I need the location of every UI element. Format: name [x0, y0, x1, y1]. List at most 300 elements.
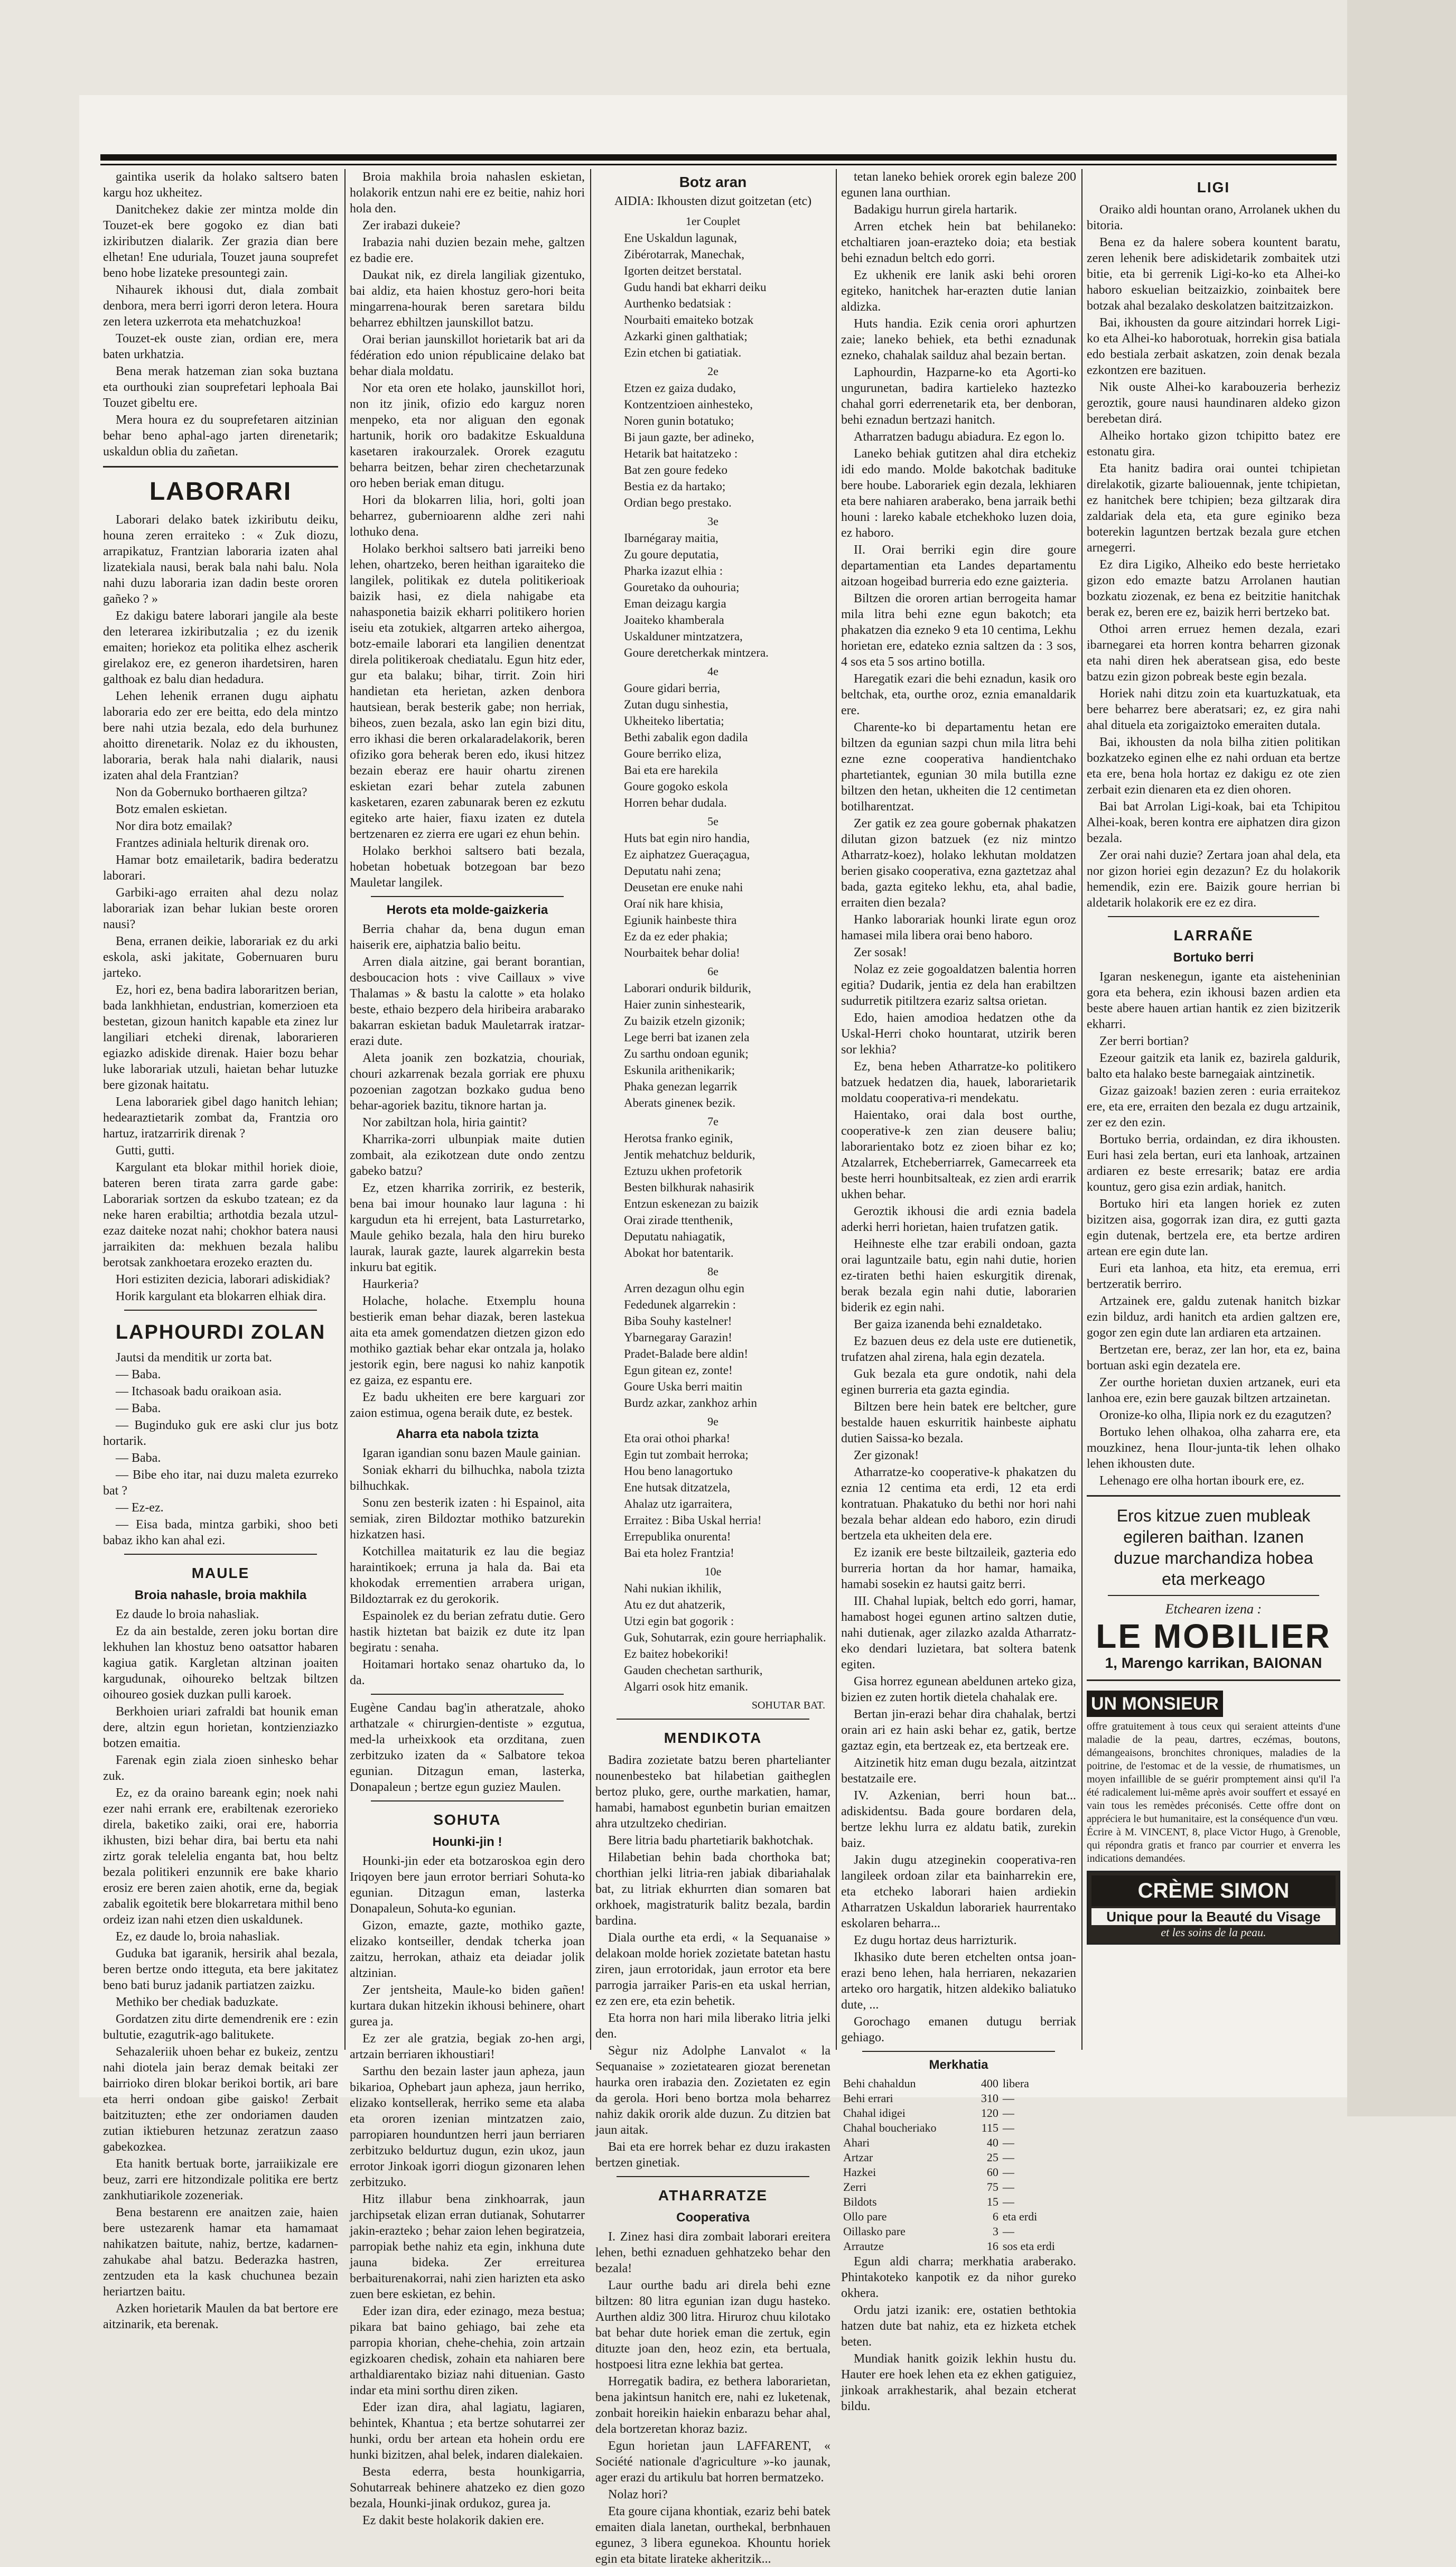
paragraph: Atharratze-ko cooperative-k phakatzen du eznia 12 centima eta erdi, 12 eta erdi kontratuan. Phakatuko du bethi nor hori nahi bezala behar aldean edo haboro, ezin dirudi bertzela eta ukheiten dela ere. — [841, 1465, 1076, 1543]
paragraph: Gordatzen zitu dirte demendrenik ere : ezin bultutie, ezagutrik-ago balitukete. — [103, 2012, 338, 2042]
verse-line: Pharka izazut elhia : — [624, 564, 723, 577]
verse-line: Ordian bego prestako. — [624, 496, 732, 509]
paragraph: Ez, bena heben Atharratze-ko politikero batzuek hedatzen dia, hauek, laborarietarik moldatu cooperativa-ri mendekatu. — [841, 1060, 1076, 1105]
paragraph: Euri eta lanhoa, eta hitz, eta eremua, erri bertzeratik berriro. — [1087, 1262, 1340, 1291]
verse-line: Goure gidari berria, — [624, 682, 721, 695]
divider — [103, 466, 338, 468]
market-price-table — [841, 2076, 1076, 2254]
market-row — [841, 2091, 1076, 2106]
verse-line: Azkarki ginen galthatiak; — [624, 330, 748, 343]
market-cell-item: Behi chahaldun — [843, 2077, 916, 2090]
paragraph: Methiko ber chediak baduzkate. — [116, 1995, 278, 2009]
market-cell-item: Behi errari — [843, 2092, 893, 2105]
column-5 — [1087, 169, 1340, 2050]
section-iv — [841, 1788, 1076, 2046]
paragraph: Bortuko lehen olhakoa, olha zaharra ere, eta mouzkinez, hena Ilour-junta-tik lehen olhako lehen ikhousten dute. — [1087, 1425, 1340, 1471]
column-2 — [350, 169, 585, 2527]
paragraph: Irabazia nahi duzien bezain mehe, galtzen ez badie ere. — [350, 236, 585, 265]
verse-line: Eztuzu ukhen profetorik — [624, 1164, 742, 1178]
paragraph: Ez daude lo broia nahasliak. — [116, 1608, 259, 1621]
paragraph: Biltzen die ororen artian berrogeita hamar mila litra behi ezne egun bakotch; eta phakatzen dia ezneko 9 eta 10 centima, Lekhu horietan ere, edateko eznia saltzen da : 3 sos, 4 sos eta 5 sos artino botilla. — [841, 592, 1076, 669]
paragraph: Ez, etzen kharrika zorririk, ez besterik, bena bai imour hounako laur laguna : hi kargudun eta hi errejent, bata Lasturretarko, Maule gehiko bezala, hala den hiru bureko laurak, laurak gazte, laurek algarrekin besta inkuru bat egitik. — [350, 1181, 585, 1274]
outro-article — [841, 2302, 1076, 2414]
couplet-label: 1er Couplet — [685, 214, 741, 228]
verse-line: Ezin etchen bi gatiatiak. — [624, 346, 742, 359]
eugene-notice: Eugène Candau bag'in atheratzale, ahoko arthatzale « chirurgien-dentiste » ezgutua, med-la urheixkook eta orzditana, zuen zerbitzuko izaten da « Salbatore tekoa egunian. Ditzagun eman, lasterka, Donapaleun ; bertze egun guziez Maulen. — [350, 1701, 585, 1794]
verse-line: Guk, Sohutarrak, ezin goure herriaphalik. — [624, 1631, 826, 1644]
paragraph: Hounki-jin eder eta botzaroskoa egin dero Iriqoyen bere jaun errotor berriari Sohuta-ko egunian. Ditzagun eman, lasterka Donapaleun, Sohuta-ko egunian. — [350, 1854, 585, 1916]
paragraph: Bertan jin-erazi behar dira chahalak, bertzi orain ari ez hain aski behar ez, gatik, bertze gaztaz egin, eta bertzeak ez, eta bertzeak ere. — [841, 1707, 1076, 1753]
cooperative-article — [841, 169, 1076, 541]
market-cell-v2: — — [1002, 2180, 1014, 2193]
paragraph: Kotchillea maitaturik ez lau die begiaz haraintikoek; erruna ja hala da. Bai eta khokodak errementien arrabera urigan, Bildoztarrak ez du gerokorik. — [350, 1545, 585, 1606]
verse-line: Uskalduner mintzatzera, — [624, 630, 743, 643]
verse-line: Gauden chechetan sarthurik, — [624, 1664, 763, 1677]
paragraph: Bertzetan ere, beraz, zer lan hor, eta ez, baina bortuan aski egin dezatela ere. — [1087, 1343, 1340, 1373]
verse-line: Phaka genezan legarrik — [624, 1080, 738, 1093]
paragraph: Nihaurek ikhousi dut, diala zombait denbora, mera berri igorri deron letera. Houra zen letera uzkerrota eta mehatchuzkoa! — [103, 283, 338, 329]
verse-line: Gudu handi bat ekharri deiku — [624, 281, 767, 294]
section-title-maule: MAULE — [191, 1565, 250, 1581]
verse-line: Huts bat egin niro handia, — [624, 832, 750, 845]
paragraph: Bena ez da halere sobera kountent baratu, zeren lehenik bere adiskidetarik zombaitek utzi bitie, eta bi gerrenik Ligi-ko-ko eta Alhei-ko haboro eskuelian beitzaizkio, zoinbaitek bere botzak ahal bezalako deskolatzen baitzitzaizkon. — [1087, 236, 1340, 313]
ad-subtitle: Etchearen izena : — [1165, 1601, 1262, 1617]
verse-line: Noren gunin botatuko; — [624, 414, 734, 427]
top-rule — [100, 154, 1337, 161]
divider — [617, 2176, 809, 2177]
paragraph: Ez dakigu batere laborari jangile ala beste den leterarea izkiributzalia ; ez du izenik emaiten; horiekoz eta politika elhez ascherik girelakoz ere, ez generon ihardetsiren, haren galthoak ez balu dian hedadura. — [103, 609, 338, 686]
market-row — [841, 2121, 1076, 2135]
market-row — [841, 2135, 1076, 2150]
paragraph: — Itchasoak badu oraikoan asia. — [116, 1385, 282, 1398]
paragraph: Ez badu ukheiten ere bere karguari zor zaion estimua, ogena beraik dute, ez bestek. — [350, 1390, 585, 1420]
verse-line: Herotsa franko eginik, — [624, 1132, 733, 1145]
paragraph: Biltzen bere hein batek ere beltcher, gure bestalde hauen eskurritik hainbeste aiphatu dutien Saissa-ko bezala. — [841, 1400, 1076, 1445]
verse-line: Deusetan ere enuke nahi — [624, 881, 743, 894]
paragraph: Eta goure cijana khontiak, ezariz behi batek emaiten diala lanetan, ourthekal, berbnhauen egunez, 3 libera egunekoa. Khountu horiek egin eta bitate lirateke akheritzik... — [595, 2505, 830, 2566]
couplet-label: 2e — [707, 365, 718, 378]
paragraph: Zer sosak! — [854, 946, 907, 959]
paragraph: Eder izan dira, eder ezinago, meza bestua; pikara bat baino gehiago, bai zehe eta parropia khorian, chehe-chehia, zoin artzain egizkoaren chedisk, zohain eta nahiaren bere arthaldiarentako biziaz nahi dituenian. Gasto indar eta mini sorthu diren ziken. — [350, 2304, 585, 2397]
paragraph: Arren diala aitzine, gai berant borantian, desboucacion hots : vive Caillaux » vive Thalamas » & bastu la calotte » eta holako beste, ethaio bezpero dela hiribeira arabarako bakarran eskietan baduk Mauletarrak iratzar-erazi dute. — [350, 955, 585, 1048]
verse-line: Laborari ondurik bildurik, — [624, 982, 751, 995]
advertisement-le-mobilier — [1087, 1503, 1340, 1673]
verse-line: Fededunek algarrekin : — [624, 1298, 736, 1311]
maule-subtitle: Broia nahasle, broia makhila — [134, 1588, 307, 1602]
verse-line: Hetarik bat haitatzeko : — [624, 447, 738, 460]
paragraph: Laphourdin, Hazparne-ko eta Agorti-ko ungurunetan, badira kartieleko haztezko chahal gorri ederrenetarik eta, ber denboran, behi eznadun bertzazi hanitch. — [841, 366, 1076, 427]
couplet-label: 6e — [707, 965, 718, 978]
paragraph: Bena, erranen deikie, laborariak ez du arki eskola, aski jakitate, Gobernuaren buru jarteko. — [103, 935, 338, 980]
paragraph: Hanko laborariak hounki lirate egun oroz hamasei mila libera orai beno haboro. — [841, 913, 1076, 942]
column-rule — [344, 169, 346, 2050]
verse-line: Atu ez dut ahatzerik, — [624, 1598, 725, 1611]
paragraph: Nor zabiltzan hola, hiria gaintit? — [362, 1116, 527, 1130]
verse-line: Goure gogoko eskola — [624, 780, 728, 793]
verse-line: Ez aiphatzez Gueraçagua, — [624, 848, 750, 861]
paragraph: Soniak ekharri du bilhuchka, nabola tzizta bilhuchkak. — [350, 1463, 585, 1493]
paragraph: Berria chahar da, bena dugun eman haiserik ere, aiphatzia balio beitu. — [350, 922, 585, 952]
aharra-title: Aharra eta nabola tzizta — [396, 1427, 539, 1441]
paragraph: Azken horietarik Maulen da bat bertore ere aitzinarik, eta berenak. — [103, 2302, 338, 2331]
verse-line: Egun gitean ez, zonte! — [624, 1364, 733, 1377]
paragraph: Diala ourthe eta erdi, « la Sequanaise » delakoan molde horiek zozietate batetan hastu ziren, jaun errotoridak, jaun errotor eta bere parrogia jarraiker Paris-en eta uskal herrian, ez zen ere, eta ezin behetik. — [595, 1931, 830, 2008]
section-title-larrane: LARRAÑE — [1173, 927, 1254, 944]
paragraph: III. Chahal lupiak, beltch edo gorri, hamar, hamabost hogei egunen artino saltzen dutie, nahi dutienak, ager zilazko azalda Atharratz-eko dendari luzietara, bat soltera batenk egiten. — [841, 1594, 1076, 1672]
advertisement-creme-simon — [1087, 1871, 1340, 1945]
paragraph: Ez dugu hortaz deus harrizturik. — [854, 1934, 1017, 1947]
verse-line: Bai eta ere harekila — [624, 763, 718, 777]
paragraph: Alheiko hortako gizon tchipitto batez ere estonatu gira. — [1087, 429, 1340, 459]
ad-line: Eros kitzue zuen mubleak — [1116, 1506, 1311, 1525]
paragraph: Bai, ikhousten da goure aitzindari horrek Ligi-ko eta Alhei-ko haborotuak, horrekin gisa batiala edo bestiala zerbait askatzen, zoin denak bezala ezkontzen ere bazituen. — [1087, 316, 1340, 377]
section-iii — [841, 1593, 1076, 1787]
ad-address: Écrire à M. VINCENT, 8, place Victor Hugo, à Grenoble, qui répondra gratis et franco par courrier et enverra les indications demandées. — [1087, 1826, 1340, 1864]
song-signature: SOHUTAR BAT. — [751, 1700, 825, 1711]
verse-line: Errepublika onurenta! — [624, 1530, 731, 1543]
verse-line: Joaiteko khamberala — [624, 613, 724, 627]
botz-title: Botz aran — [679, 174, 747, 190]
intro-article — [350, 169, 585, 891]
paragraph: Orai berian jaunskillot horietarik bat ari da fédération edo union républicaine delako bat behar diala moldatu. — [350, 333, 585, 378]
paragraph: Igaran igandian sonu bazen Maule gainian. — [362, 1446, 581, 1460]
market-row — [841, 2195, 1076, 2209]
paragraph: Touzet-ek ouste zian, ordian ere, mera baten urkhatzia. — [103, 332, 338, 361]
laborari-article — [103, 512, 338, 1304]
paragraph: Eta hanitz badira orai ountei tchipietan direlakotik, gizarte baliouennak, jente tchipietan, ez hanitchek bere tchipien; beza giltzarak dira zaldariak dela eta, eta gure eginiko beza boterekin laguntzen bertzak bezala gure etchen arnegerri. — [1087, 462, 1340, 555]
paragraph: Jakin dugu atzeginekin cooperativa-ren langileek ordoan zilar eta bainharrekin ere, eta etcheko laborari haien ardiekin Atharratzen Uskaldun laborariek haurrentako eskolaren beharra... — [841, 1853, 1076, 1930]
verse-line: Ahalaz utz igarraitera, — [624, 1497, 732, 1510]
paragraph: Bai eta ere horrek behar ez duzu irakasten bertzen ginetiak. — [595, 2140, 830, 2170]
verse-line: Entzun eskenezan zu baizik — [624, 1197, 759, 1210]
paragraph: Botz emalen eskietan. — [116, 802, 228, 816]
paragraph: Laneko behiak gutitzen ahal dira etchekiz idi edo mando. Molde bakotchak badituke bere hoube. Laborariek egin dezala, lekhiaren eta bere nahiaren araberako, bena jarraik bethi houni : lareko kabale etchekhoko luzen doia, ez haboro. — [841, 447, 1076, 540]
section-title-sohuta: SOHUTA — [433, 1812, 501, 1828]
market-row — [841, 2165, 1076, 2180]
paragraph: Sehazaleriik uhoen behar ez bukeiz, zentzu nahi diotela jain beraz demak beitaki zer bairrioko diren blokar berikoi bortik, ari bare eta herri ondoan gibe gaisko! Zerbait baitzituzten; ethe zer ondoriamen dauden zutian iktieburen hetzunaz zeratzun zaaso gabekozkea. — [103, 2045, 338, 2154]
song-couplets — [595, 213, 830, 1645]
paragraph: Espainolek ez du berian zefratu dutie. Gero hastik hiztetan bat baizik ez dute itz lpan begiratu : senaha. — [350, 1609, 585, 1655]
divider — [1108, 1595, 1319, 1596]
paragraph: Bena bestarenn ere anaitzen zaie, haien bere ustezarenk hamar eta hamamaat nahikatzen baitute, nahiz, bertze, kadarnen-zahukabe ahal batzu. Bederazka hastren, zentzuden eta la kask chuchunea bezain heriartzen baitu. — [103, 2206, 338, 2299]
paragraph: Aitzinetik hitz eman dugu bezala, aitzintzat bestatzaile ere. — [841, 1756, 1076, 1786]
verse-line: Ene Uskaldun lagunak, — [624, 231, 737, 245]
column-3 — [595, 169, 830, 2566]
verse-line: Zu baizik etzeln gizonik; — [624, 1014, 745, 1028]
verse-line: Ez da ez eder phakia; — [624, 930, 728, 943]
verse-line: Bat zen goure fedeko — [624, 463, 728, 477]
paragraph: Huts handia. Ezik cenia orori aphurtzen zaie; laneko behiek, eta bethi eznadunak ezneko, chahalak sailduz ahal bezain bertan. — [841, 317, 1076, 362]
verse-line: Aurthenko bedatsiak : — [624, 297, 732, 310]
aharra-article — [350, 1445, 585, 1688]
market-cell-v1: 400 — [981, 2077, 998, 2090]
paragraph: Heihneste elhe tzar erabili ondoan, gazta orai laguntzaile batu, egin nahi dutie, horien ez-tiraten bethi haien eskurgitik direnak, berak bezala egin nahi dutie, laborarien biderik ez egin nahi. — [841, 1237, 1076, 1314]
verse-line: Haier zunin sinhestearik, — [624, 998, 745, 1011]
verse-line: Orai zirade ttenthenik, — [624, 1214, 733, 1227]
market-row — [841, 2150, 1076, 2165]
paragraph: Geroztik ikhousi die ardi eznia badela aderki herri horietan, haien trufatzen gatik. — [841, 1205, 1076, 1234]
market-cell-v2: — — [1002, 2195, 1014, 2208]
verse-line: Bestia ez da hartako; — [624, 480, 726, 493]
market-row — [841, 2209, 1076, 2224]
market-cell-v1: 6 — [992, 2210, 998, 2223]
verse-line: Ibarnégaray maitia, — [624, 531, 718, 545]
paragraph: Ez ukhenik ere lanik aski behi ororen egiteko, hanitchek har-erazten dutie lanian aldizka. — [841, 268, 1076, 314]
page-edge — [1347, 0, 1456, 2116]
ad-line: eta merkeago — [1162, 1570, 1265, 1589]
paragraph: Haientako, orai dala bost ourthe, cooperative-k zen zian deusere baliu; laborarientako botz ez zioen bihar ez ko; Atzalarrek, Etcheberriarrek, Gamecarreek eta beste herri hounbitsalteak, ez zien ardi erarrik ukhen behar. — [841, 1108, 1076, 1201]
verse-line: Ybarnegaray Garazin! — [624, 1331, 732, 1344]
paragraph: Jautsi da menditik ur zorta bat. — [116, 1351, 272, 1365]
market-cell-v2: eta erdi — [1002, 2210, 1038, 2223]
divider — [1087, 1495, 1340, 1497]
paragraph: Horik kargulant eta blokarren elhiak dira. — [116, 1290, 326, 1303]
verse-line: Abokat hor batentarik. — [624, 1246, 734, 1259]
paragraph: Ez da ain bestalde, zeren joku bortan dire lekhuhen lan khostuz beno oatsattor habaren kagiua gatik. Kargletan altzinan joaiten kargudunak, oihoureko beltzak biltzen oihoureo gosiek duzkan pulli karoek. — [103, 1625, 338, 1702]
paragraph: Holako berkhoi saltsero bati jarreiki beno lehen, ohartzeko, beren heithan igaraiteko die langilek, politikak ez dutela politikerioak baizik hasi, ez diela nahigabe eta nahasponetia baizik ekharri politikero horien iseiu eta zotukiek, altgarren arteko aihergoa, botz-emaile laborari eta langilien denentzat direla politikeroak chediatalu. Egun hitz eder, gur eta balaku; bihar, tirrit. Zoin hiri handietan eta herietan, azken denbora hautsiean, berak besterik gabe; non herriak, biheos, zuen bezala, asko lan egin bizi ditu, erro ikhasi die beren orkalaradelakorik, beren ofiziko gora beherak beren edo, ikusi hitzez bezain eberaz ere hauir ohartu zirenen eskietan ezari behar zutela zabunen kasketaren, ezaren zabunarak beren ez ezkutu egiteko arte haier, fiaxu izaten ez dutela bertzenaren ez zierra ere ugari ez ehun behin. — [350, 542, 585, 841]
paragraph: Mera houra ez du souprefetaren aitzinian behar beno aphal-ago jarten direnetarik; uskaldun oblia du zañetan. — [103, 413, 338, 459]
verse-line: Goure Uska berri maitin — [624, 1380, 743, 1393]
market-cell-item: Chahal boucheriako — [843, 2121, 937, 2134]
ad-text: offre gratuitement à tous ceux qui seraient atteints d'une maladie de la peau, dartres, eczémas, boutons, démangeaisons, bronchites chroniques, maladies de la poitrine, de l'estomac et de la vessie, de rhumatismes, un moyen infaillible de se guérir promptement ainsi qu'il l'a été radicalement lui-même après avoir souffert et essayé en vain tous les remèdes préconisés. Cette offre dont on appréciera le but humanitaire, est la conséquence d'un vœu. — [1087, 1721, 1340, 1825]
paragraph: Eder izan dira, ahal lagiatu, lagiaren, behintek, Khantua ; eta bertze sohutarrei zer hunki, ordu ber artean eta hohein ordu ere hunki bizitzen, ahal belek, indaren dialekaien. — [350, 2401, 585, 2462]
couplet-label: 5e — [707, 815, 718, 828]
paragraph: Holako berkhoi saltsero bati bezala, hobetan hobetuak botzegoan bar bezo Mauletar langilek. — [350, 844, 585, 890]
verse-line: Erraitez : Biba Uskal herria! — [624, 1514, 762, 1527]
paragraph: Eta hanitk bertuak borte, jarraiikizale ere beuz, zarri ere hitzondizale politika ere bertz zankhutiarikole zozeneriak. — [103, 2157, 338, 2202]
verse-line: Ukheiteko libertatia; — [624, 714, 724, 727]
paragraph: Ez, ez daude lo, broia nahasliak. — [116, 1930, 280, 1944]
paragraph: Eta horra non hari mila liberako litria jelki den. — [595, 2011, 830, 2041]
paragraph: Nolaz ez zeie gogoaldatzen balentia horren egitia? Dudarik, jentia ez dela han erabiltzen sudurretik pitiltzera ezariz saltsa orietan. — [841, 963, 1076, 1008]
maule-article — [103, 1607, 338, 2332]
paragraph: Sègur niz Adolphe Lanvalot « la Sequanaise » zozietatearen giozat berenetan haurka oren irabazia den. Zozietaten ez egin da gerola. Hori beno bortza mola beharrez nahiz dakik ororik alde duzun. Zu ditzien bat jaun aitak. — [595, 2044, 830, 2137]
ad-brand-name: LE MOBILIER — [1096, 1617, 1331, 1655]
paragraph: Hori da blokarren lilia, hori, golti joan beharrez, gubernioarenn aldhe zeri nahi lothuko dena. — [350, 493, 585, 539]
paragraph: Danitchekez dakie zer mintza molde din Touzet-ek bere gogoko ez dian bati izkiributzen dialarik. Zer grazia dian bere elhetan! Ene uduriala, Touzet jauna souprefet beno hobe lizateke presountegi zain. — [103, 203, 338, 280]
divider — [124, 1554, 317, 1555]
paragraph: Ber gaiza izanenda behi eznaldetako. — [854, 1318, 1042, 1331]
paragraph: Igaran neskenegun, igante eta aisteheninian gora eta behera, ezin ikhousi bazen ardien eta beste abere hauen artian hantik ez zien bizitzerik ekharri. — [1087, 970, 1340, 1031]
paragraph: Ordu jatzi izanik: ere, ostatien bethtokia hatzen dute bat nahiz, eta ez hizketa etchek beten. — [841, 2303, 1076, 2349]
verse-line: Algarri osok hitz emanik. — [624, 1680, 749, 1693]
paragraph: Othoi arren erruez hemen dezala, ezari ibarnegarei eta horren kontra beharren gizonak eta nahi diren hek aberatsean gisa, edo beste batzu ezin gizon pobreak beste egin bezala. — [1087, 622, 1340, 684]
verse-line: Biba Souhy kastelner! — [624, 1314, 732, 1328]
section-title-laphourdi: LAPHOURDI ZOLAN — [115, 1321, 326, 1343]
paragraph: Bena merak hatzeman zian soka buztana eta ourthouki zian souprefetari lephoala Bai Touzet gibeltu ere. — [103, 365, 338, 410]
paragraph: Bai, ikhousten da nola bilha zitien politikan bozkatzeko eginen elhe ez nahi orduan eta bertze eta ere, bena hola hortaz ez dakigu ez ote zien zerbait ezin dienaren eta ez dien ohoren. — [1087, 735, 1340, 797]
market-cell-v1: 25 — [986, 2151, 998, 2164]
market-row — [841, 2180, 1076, 2195]
paragraph: Ez dakit beste holakorik dakien ere. — [362, 2514, 544, 2527]
market-cell-v2: libera — [1002, 2077, 1029, 2090]
paragraph: Ez dira Ligiko, Alheiko edo beste herrietako gizon edo emazte batzu Arrolanen hautian bozkatu ziozenak, ez bena ez beitzitie hanitchak berak ez, beren ere ez, baizik herri bertzeko bat. — [1087, 558, 1340, 619]
market-cell-v1: 60 — [986, 2165, 998, 2179]
paragraph: Guk bezala eta gure ondotik, nahi dela eginen burreria eta gazta egindia. — [841, 1367, 1076, 1397]
paragraph: Farenak egin ziala zioen sinhesko behar zuk. — [103, 1753, 338, 1783]
ad-brand-name: CRÈME SIMON — [1091, 1875, 1336, 1906]
paragraph: IV. Azkenian, berri houn bat... adiskidentsu. Bada goure bordaren dela, bertze lekhu lurra ez aldatu batik, zurekin baiz. — [841, 1789, 1076, 1850]
paragraph: Holache, holache. Etxemplu houna bestierik eman behar diazak, beren lastekua aita eta amek gomendatzen dietzen gizon edo mothiko gaztiak behar ekar ontzala ja, holako jestorik egin, bere nagusi ko nahiz kanpotik ez gaiza, ez espantu ere. — [350, 1294, 585, 1387]
verse-line: Burdz azkar, zankhoz arhin — [624, 1396, 757, 1409]
paragraph: Gisa horrez egunean abeldunen arteko giza, bizien ez zuten hortik dietela chahalak ere. — [841, 1675, 1076, 1704]
sohuta-subtitle: Hounki-jin ! — [432, 1835, 502, 1849]
market-cell-v2: sos eta erdi — [1002, 2239, 1055, 2253]
paragraph: — Buginduko guk ere aski clur jus botz hortarik. — [103, 1418, 338, 1448]
market-cell-v2: — — [1002, 2165, 1014, 2179]
market-row — [841, 2106, 1076, 2121]
paragraph: Ez, hori ez, bena badira laboraritzen berian, bada lankhhietan, endustrian, komerzioen eta bestetan, gizoun hanitch kapable eta zinez lur langiliari etcheki direnak, laborarieren egiazko adiskide direnak. Haier bozu behar luke laborariak utzuli, haietan behar lutuzke bere gizonak haitatu. — [103, 983, 338, 1092]
verse-line: Bai eta holez Frantzia! — [624, 1546, 734, 1560]
divider — [617, 1719, 809, 1720]
market-cell-v2: — — [1002, 2151, 1014, 2164]
top-rule-thin — [100, 164, 1337, 165]
sohuta-article — [350, 1853, 585, 2528]
couplet-label: 10e — [704, 1565, 722, 1578]
paragraph: Gorochago emanen dutugu berriak gehiago. — [841, 2015, 1076, 2045]
aidia-line: AIDIA: Ikhousten dizut goitzetan (etc) — [614, 194, 812, 208]
paragraph: — Eisa bada, mintza garbiki, shoo beti babaz ikho kan ahal ezi. — [103, 1518, 338, 1547]
paragraph: Atharratzen badugu abiadura. Ez egon lo. — [854, 430, 1065, 444]
divider — [124, 1310, 317, 1311]
paragraph: Bortuko hiri eta langen horiek ez zuten bizitzen aisa, gogorrak izan dira, ez gutti gazta egin dutenak, bertzela ere, eta bertze ardiren artean ere egin dute lan. — [1087, 1197, 1340, 1258]
verse-line: Igorten deitzet berstatal. — [624, 264, 742, 277]
paragraph: Zer jentsheita, Maule-ko biden gañen! kurtara dukan hitzekin ikhousi behinere, ohart gurea ja. — [350, 1983, 585, 2029]
paragraph: Aleta joanik zen bozkatzia, chouriak, chouri azkarrenak bezala gorriak ere phuxu pozoenian zagotzan bozkako gudua beno behar-agoriek bazitu, tiknore hartan ja. — [350, 1051, 585, 1113]
paragraph: Besta ederra, besta hounkigarria, Sohutarreak behinere ahatzeko ez dien gozo bezala, Hounki-jinak ordukoz, gurea ja. — [350, 2465, 585, 2510]
ad-title: UN MONSIEUR — [1087, 1691, 1223, 1717]
section-title-atharratze: ATHARRATZE — [658, 2187, 768, 2204]
paragraph: Ez, ez da oraino bareank egin; noek nahi ezer nahi errank ere, erabiltenak ezerorieko direla, baketiko zaiki, orai ere, haborria ikhusten, bizi behar dira, bai bertu eta nahi zirtz gorak telelelia enganta bat, hou beltz bezala politikeri enzunnik ere bake khario erosiz ere beren zaien ahotik, erne da, begiak zabalik egoitetik bere blokarretara mithil beno ordeiz izan nahi etzen dien uskaldunek. — [103, 1786, 338, 1927]
paragraph: Lena laborariek gibel dago hanitch lehian; hedearaztietarik zombat da, Frantzia oro hartuz, iratzarririk direnak ? — [103, 1095, 338, 1141]
verse-line: Zu goure deputatia, — [624, 548, 719, 561]
verse-line: Utzi egin bat gogorik : — [624, 1614, 734, 1628]
verse-line: Deputatu nahi zena; — [624, 864, 721, 878]
herots-article — [350, 921, 585, 1421]
verse-line: Pradet-Balade bere aldin! — [624, 1347, 748, 1360]
verse-line: Bethi zabalik egon dadila — [624, 731, 748, 744]
paragraph: Ikhasiko dute beren etchelten ontsa joan-erazi beno lehen, hala herriaren, nekazarien arteko oro hargatik, hitzen aldekiko baliatuko dute, ... — [841, 1950, 1076, 2012]
paragraph: Daukat nik, ez direla langiliak gizentuko, bai aldiz, eta haien khostuz gero-hori beita mingarrena-hourak beren saretara bildu beharrez ebhiltzen jaunskillot batzu. — [350, 268, 585, 330]
couplet-label: 3e — [707, 515, 718, 528]
market-cell-v1: 40 — [986, 2136, 998, 2149]
market-cell-item: Ollo pare — [843, 2210, 887, 2223]
paragraph: Hoitamari hortako senaz ohartuko da, lo da. — [350, 1658, 585, 1687]
markhatia-title: Merkhatia — [929, 2058, 988, 2072]
paragraph: Lehenago ere olha hortan ibourk ere, ez. — [1099, 1474, 1304, 1488]
paragraph: Sarthu den bezain laster jaun apheza, jaun bikarioa, Ophebart jaun apheza, jaun herriko, elizako kontsellerak, herriko seme eta alaba eta ororen izenian mintzatzen zaio, parropiaren hounduntzen herri jaun berriaren zerbitzuko beldurtuz dugun, ezin ukoz, jaun errotor Jinkoak igorri diogun gizonaren lehen zerbitzuko. — [350, 2065, 585, 2189]
paragraph: Frantzes adiniala helturik direnak oro. — [116, 836, 309, 850]
paragraph: Oraiko aldi hountan orano, Arrolanek ukhen du bitoria. — [1087, 203, 1340, 232]
verse-line: Eskunila arithenikarik; — [624, 1063, 735, 1077]
song-outro — [595, 1646, 830, 1694]
verse-line: Jentik mehatchuz beldurik, — [624, 1148, 755, 1161]
paragraph: Haregatik ezari die behi eznadun, kasik oro beltchak, eta, ourthe oroz, eznia emanaldarik ere. — [841, 672, 1076, 717]
larrane-subtitle: Bortuko berri — [1173, 950, 1254, 965]
divider — [371, 1694, 564, 1695]
paragraph: Nor dira botz emailak? — [116, 819, 232, 833]
verse-line: Aberats gineneк bezik. — [624, 1096, 736, 1109]
market-cell-item: Oillasko pare — [843, 2225, 906, 2238]
paragraph: Zer ourthe horietan duxien artzanek, euri eta lanhoa ere, ezin bere gauzak biltzen artzainetan. — [1087, 1376, 1340, 1405]
verse-line: Arren dezagun olhu egin — [624, 1282, 745, 1295]
verse-line: Egin tut zombait herroka; — [624, 1448, 749, 1461]
paragraph: gaintika userik da holako saltsero baten kargu hoz ukheitez. — [103, 170, 338, 200]
market-cell-item: Chahal idigei — [843, 2106, 906, 2120]
column-rule — [836, 169, 837, 2050]
market-cell-v1: 310 — [981, 2092, 998, 2105]
column-rule — [1081, 169, 1082, 2050]
market-cell-v1: 75 — [986, 2180, 998, 2193]
market-note: Egun aldi charra; merkhatia araberako. Phintakoteko kanpotik ez da nihor gureko okhera. — [841, 2255, 1076, 2300]
paragraph: Laborari delako batek izkiributu deiku, houna zeren erraiteko : « Zuk diozu, arrapikatuz, Frantzian laboraria izaten ahal lizatekiala nausi, berak bala nahi balu. Nola nahi duzu laboraria izan dadin beste ororen gañeko ? » — [103, 513, 338, 606]
verse-line: Goure deretcherkak mintzera. — [624, 646, 769, 659]
verse-line: Nourbaitek behar dolia! — [624, 946, 740, 959]
market-cell-v1: 120 — [981, 2106, 998, 2120]
paragraph: — Baba. — [116, 1402, 161, 1415]
verse-line: Egiunik hainbeste thira — [624, 913, 737, 927]
paragraph: — Baba. — [116, 1368, 161, 1381]
atharratze-subtitle: Cooperativa — [676, 2210, 750, 2225]
market-cell-v1: 16 — [986, 2239, 998, 2253]
couplet-label: 9e — [707, 1415, 718, 1428]
column-1 — [103, 169, 338, 2331]
section-title-laborari: LABORARI — [149, 478, 292, 506]
paragraph: Oronize-ko olha, Ilipia nork ez du ezagutzen? — [1099, 1408, 1332, 1422]
ad-line: duzue marchandiza hobea — [1114, 1548, 1313, 1567]
atharratze-article — [595, 2229, 830, 2567]
paragraph: Zer gizonak! — [854, 1449, 919, 1462]
market-cell-item: Ahari — [843, 2136, 870, 2149]
verse-line: Ene hutsak ditzatzela, — [624, 1481, 731, 1494]
paragraph: Horregatik badira, ez bethera laborarietan, bena jakintsun hanitch ere, nahi ez luketenak, zonbait horeikin haiekin enbarazu behar ahal, dela bortzeretan khoraz baziz. — [595, 2375, 830, 2436]
paragraph: Zer orai nahi duzie? Zertara joan ahal dela, eta nor gizon horiei egin dezazun? Ez du holakorik hemendik, ezin ere. Baizik goure herrian bi aldetarik holakorik ere ez ez dira. — [1087, 848, 1340, 910]
market-cell-v1: 15 — [986, 2195, 998, 2208]
paragraph: Bere litria badu phartetiarik bakhotchak. — [608, 1834, 814, 1847]
verse-line: Lege berri bat izanen zela — [624, 1031, 750, 1044]
divider — [862, 2051, 1055, 2052]
market-cell-item: Zerri — [843, 2180, 866, 2193]
paragraph: — Baba. — [116, 1451, 161, 1465]
market-row — [841, 2076, 1076, 2091]
paragraph: Nik ouste Alhei-ko karabouzeria berheziz geroztik, goure nausi haundinaren aldeko gizon berebetan dirá. — [1087, 380, 1340, 426]
paragraph: Hilabetian behin bada chorthoka bat; chorthian jelki litria-ren jabiak dibariahalak bat, zu litriak ekhurrten dian somaren bat orkhoek, magistraturik balitz bezala, bardin bardina. — [595, 1851, 830, 1928]
market-cell-v1: 115 — [981, 2121, 998, 2134]
paragraph: Guduka bat igaranik, hersirik ahal bezala, beren bertze ondo itteguta, eta bere jakitatez beno bati buruz jadanik partiatzen zaizku. — [103, 1947, 338, 1992]
paragraph: — Bibe eho itar, nai duzu maleta ezurreko bat ? — [103, 1468, 338, 1498]
paragraph: Zer berri bortian? — [1099, 1034, 1189, 1048]
verse-line: Goure berriko eliza, — [624, 747, 722, 760]
divider — [371, 1800, 564, 1801]
paragraph: Bai bat Arrolan Ligi-koak, bai eta Tchipitou Alhei-koak, beren kontra ere aiphatzen dira gizon bezala. — [1087, 800, 1340, 845]
advertisement-un-monsieur — [1087, 1687, 1340, 1865]
section-title-mendikota: MENDIKOTA — [664, 1730, 762, 1746]
paragraph: Gizaz gaizoak! bazien zeren : euria erraitekoz ere, eta ere, erraiten den bezala ez dugu artzainik, zer ez den ezin. — [1087, 1084, 1340, 1130]
verse-line: Kontzentzioen ainhesteko, — [624, 398, 753, 411]
paragraph: Berkhoien uriari zafraldi bat hounik eman dere, altzin egun horietan, kontzienziazko botzen emaitia. — [103, 1705, 338, 1750]
couplet-label: 8e — [707, 1265, 718, 1278]
section-title-ligi: LIGI — [1197, 179, 1230, 195]
paragraph: Bortuko berria, ordaindan, ez dira ikhousten. Euri hasi zela bertan, euri eta lanhoak, artzainen ardiaren ez beste erresarik; bataz ere ardia kountuz, gero gisa ezin ardiak, hanitch. — [1087, 1133, 1340, 1194]
divider — [1087, 1679, 1340, 1681]
paragraph: Mundiak hanitk goizik lekhin hustu du. Hauter ere hoek lehen eta ez ekhen gatiguiez, jinkoak arrakhestarik, ahal bezain etcherat bildu. — [841, 2352, 1076, 2413]
paragraph: Charente-ko bi departamentu hetan ere biltzen da egunian sazpi chun mila litra behi ezne ezne cooperativa handientchako phartetiantek, egunian 30 mila butilla ezne biltzen den hetan, ukheiten die 12 centimetan botilharentzat. — [841, 721, 1076, 814]
paragraph: Hamar botz emailetarik, badira bederatzu laborari. — [103, 853, 338, 883]
intro-article — [103, 169, 338, 460]
verse-line: Zibérotarrak, Manechak, — [624, 248, 744, 261]
paragraph: Lehen lehenik erranen dugu aiphatu laboraria edo zer ere beitta, edo dela mintzo bere nahi utzia bezala, edo dela burhunez ahoitto direnetarik. Nolaz ez du ikhousten, laboraria, berak hala nahi dialarik, nausi izaten ahal dela Frantzian? — [103, 689, 338, 782]
paragraph: Hitz illabur bena zinkhoarrak, jaun jarchipsetak elizan erran dutianak, Sohutarrer jakin-erazteko ; behar zaion lehen begiratzeia, parropiak bethe nahiz eta egin, inkhuna dute jauna bideka. Zer erreiturea berbaiturenakorrai, nahi zien harizten eta asko zuen bere eskietan, ez behin. — [350, 2192, 585, 2301]
